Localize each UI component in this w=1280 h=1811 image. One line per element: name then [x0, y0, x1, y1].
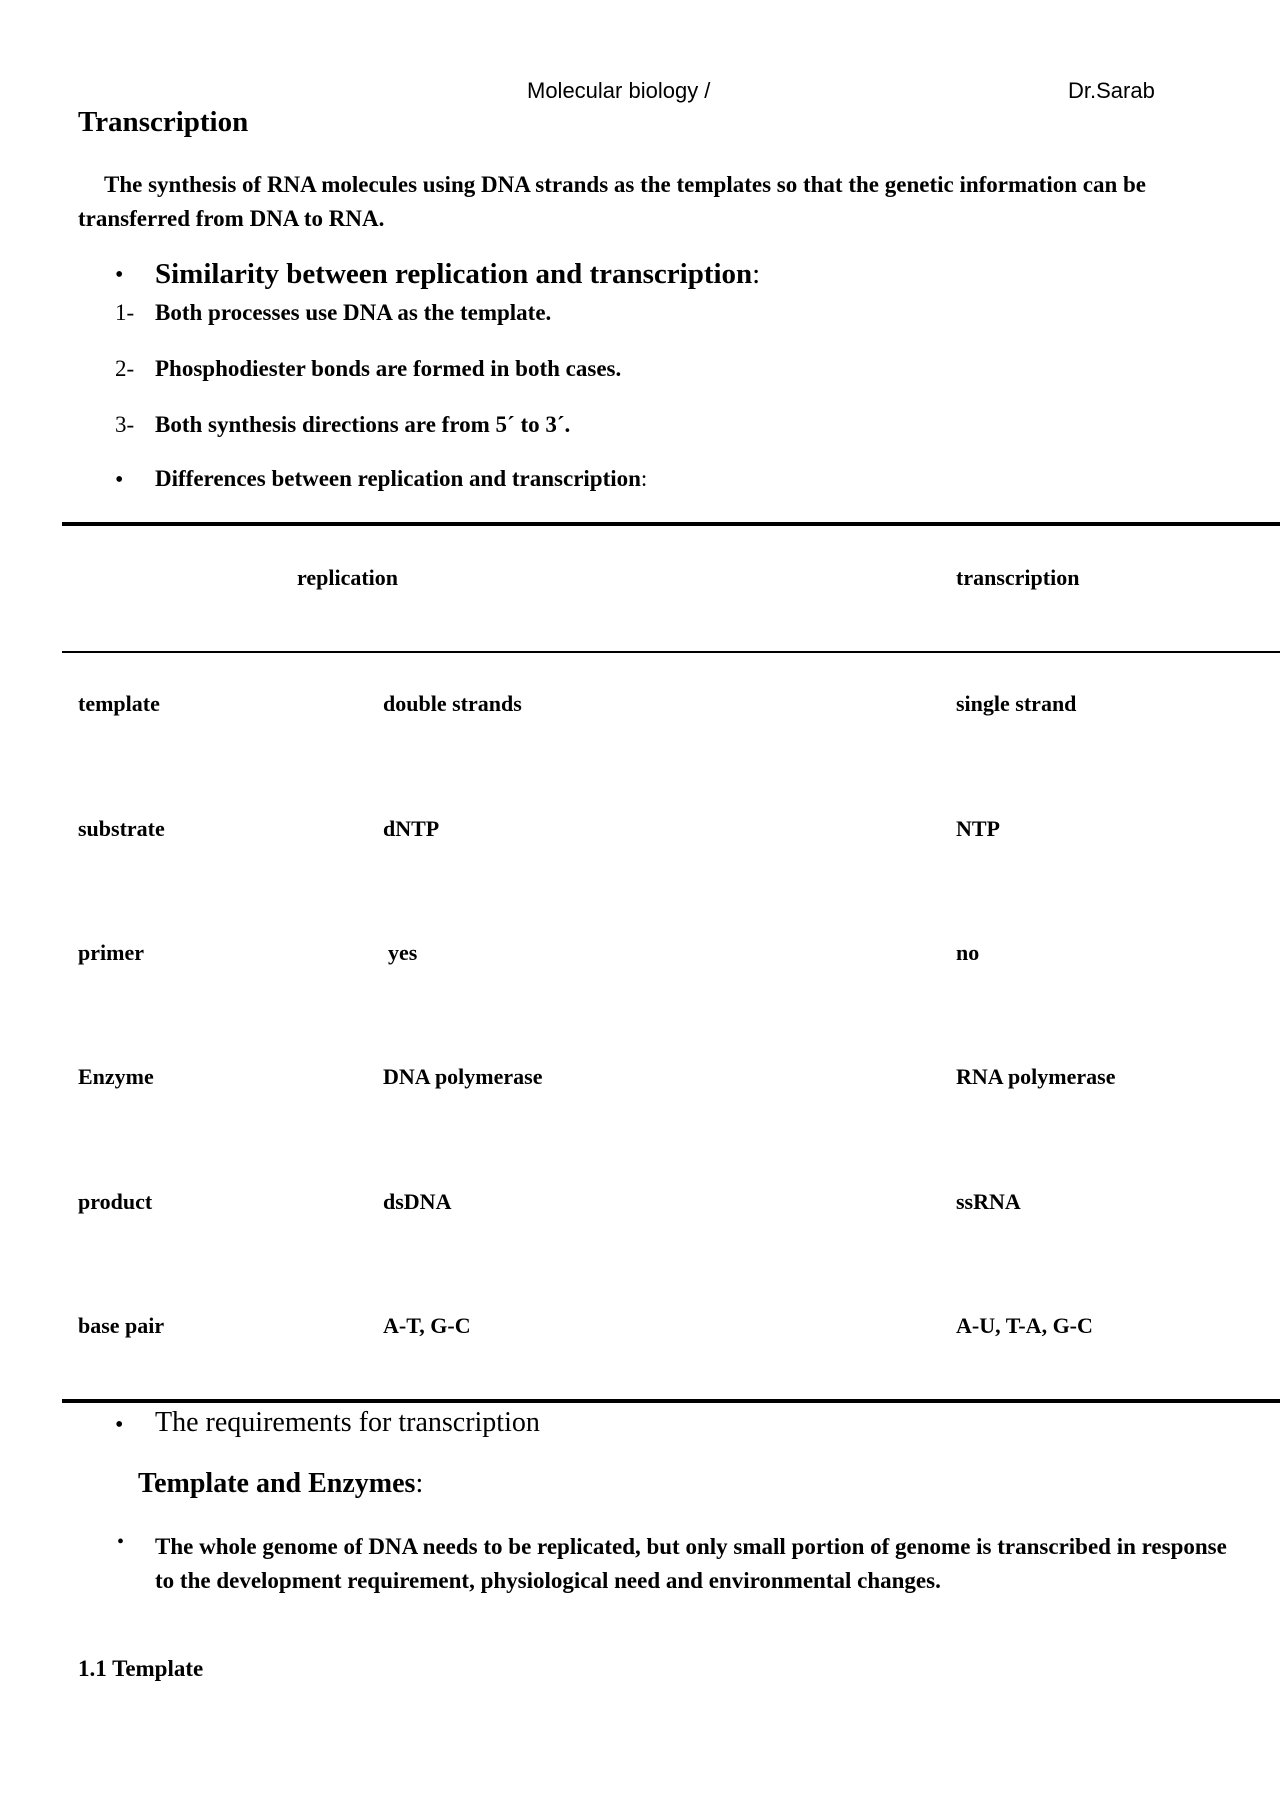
table-header-rule	[62, 651, 1280, 653]
table-bottom-rule	[62, 1399, 1280, 1403]
similarity-heading	[155, 258, 760, 291]
small-bullet-icon: •	[117, 1531, 125, 1553]
table-cell-replication: double strands	[383, 691, 522, 716]
similarity-item-text: Both processes use DNA as the template.	[155, 300, 552, 325]
requirements-heading: The requirements for transcription	[155, 1407, 540, 1438]
bullet-icon: •	[115, 262, 124, 288]
table-row-label: base pair	[78, 1313, 165, 1338]
section-heading-template: 1.1 Template	[78, 1656, 204, 1681]
bullet-icon: •	[115, 467, 124, 493]
table-cell-transcription: NTP	[956, 816, 1000, 841]
differences-heading-text: Differences between replication and transcription	[155, 466, 641, 491]
similarity-colon: :	[752, 258, 761, 290]
table-header-transcription: transcription	[956, 565, 1080, 590]
table-header-replication: replication	[297, 565, 399, 590]
table-cell-replication: DNA polymerase	[383, 1064, 543, 1089]
table-cell-replication: dNTP	[383, 816, 440, 841]
table-row-label: Enzyme	[78, 1064, 154, 1089]
differences-heading	[155, 466, 647, 492]
table-cell-transcription: no	[956, 940, 980, 965]
table-row-label: substrate	[78, 816, 165, 841]
page-title: Transcription	[78, 106, 249, 138]
table-cell-transcription: single strand	[956, 691, 1077, 716]
table-cell-transcription: A-U, T-A, G-C	[956, 1313, 1093, 1338]
similarity-item-number: 3-	[115, 412, 135, 437]
table-top-rule	[62, 522, 1280, 526]
table-cell-replication: A-T, G-C	[383, 1313, 471, 1338]
differences-colon: :	[640, 466, 648, 491]
genome-paragraph: The whole genome of DNA needs to be replicated, but only small portion of genome is transcribed in response to the development requirement, physiological need and environmental changes.	[155, 1534, 1227, 1593]
intro-text: The synthesis of RNA molecules using DNA strands as the templates so that the genetic information can be transferred from DNA to RNA.	[78, 172, 1147, 231]
bullet-icon: •	[115, 1412, 124, 1438]
similarity-item-text: Both synthesis directions are from 5´ to 3´.	[155, 412, 571, 437]
table-cell-transcription: RNA polymerase	[956, 1064, 1116, 1089]
template-enzymes-text: Template and Enzymes	[138, 1468, 416, 1499]
header-course: Molecular biology /	[527, 78, 711, 103]
header-author: Dr.Sarab	[1068, 78, 1155, 103]
table-row-label: template	[78, 691, 160, 716]
table-row-label: product	[78, 1189, 153, 1214]
similarity-item-number: 1-	[115, 300, 135, 325]
table-row-label: primer	[78, 940, 144, 965]
table-cell-replication: yes	[388, 940, 418, 965]
similarity-item-number: 2-	[115, 356, 135, 381]
similarity-heading-text: Similarity between replication and transcription	[155, 258, 753, 290]
table-cell-replication: dsDNA	[383, 1189, 452, 1214]
intro-paragraph	[78, 168, 1198, 236]
template-enzymes-colon: :	[415, 1468, 424, 1499]
template-enzymes-heading	[138, 1468, 423, 1500]
similarity-item-text: Phosphodiester bonds are formed in both cases.	[155, 356, 622, 381]
table-cell-transcription: ssRNA	[956, 1189, 1021, 1214]
